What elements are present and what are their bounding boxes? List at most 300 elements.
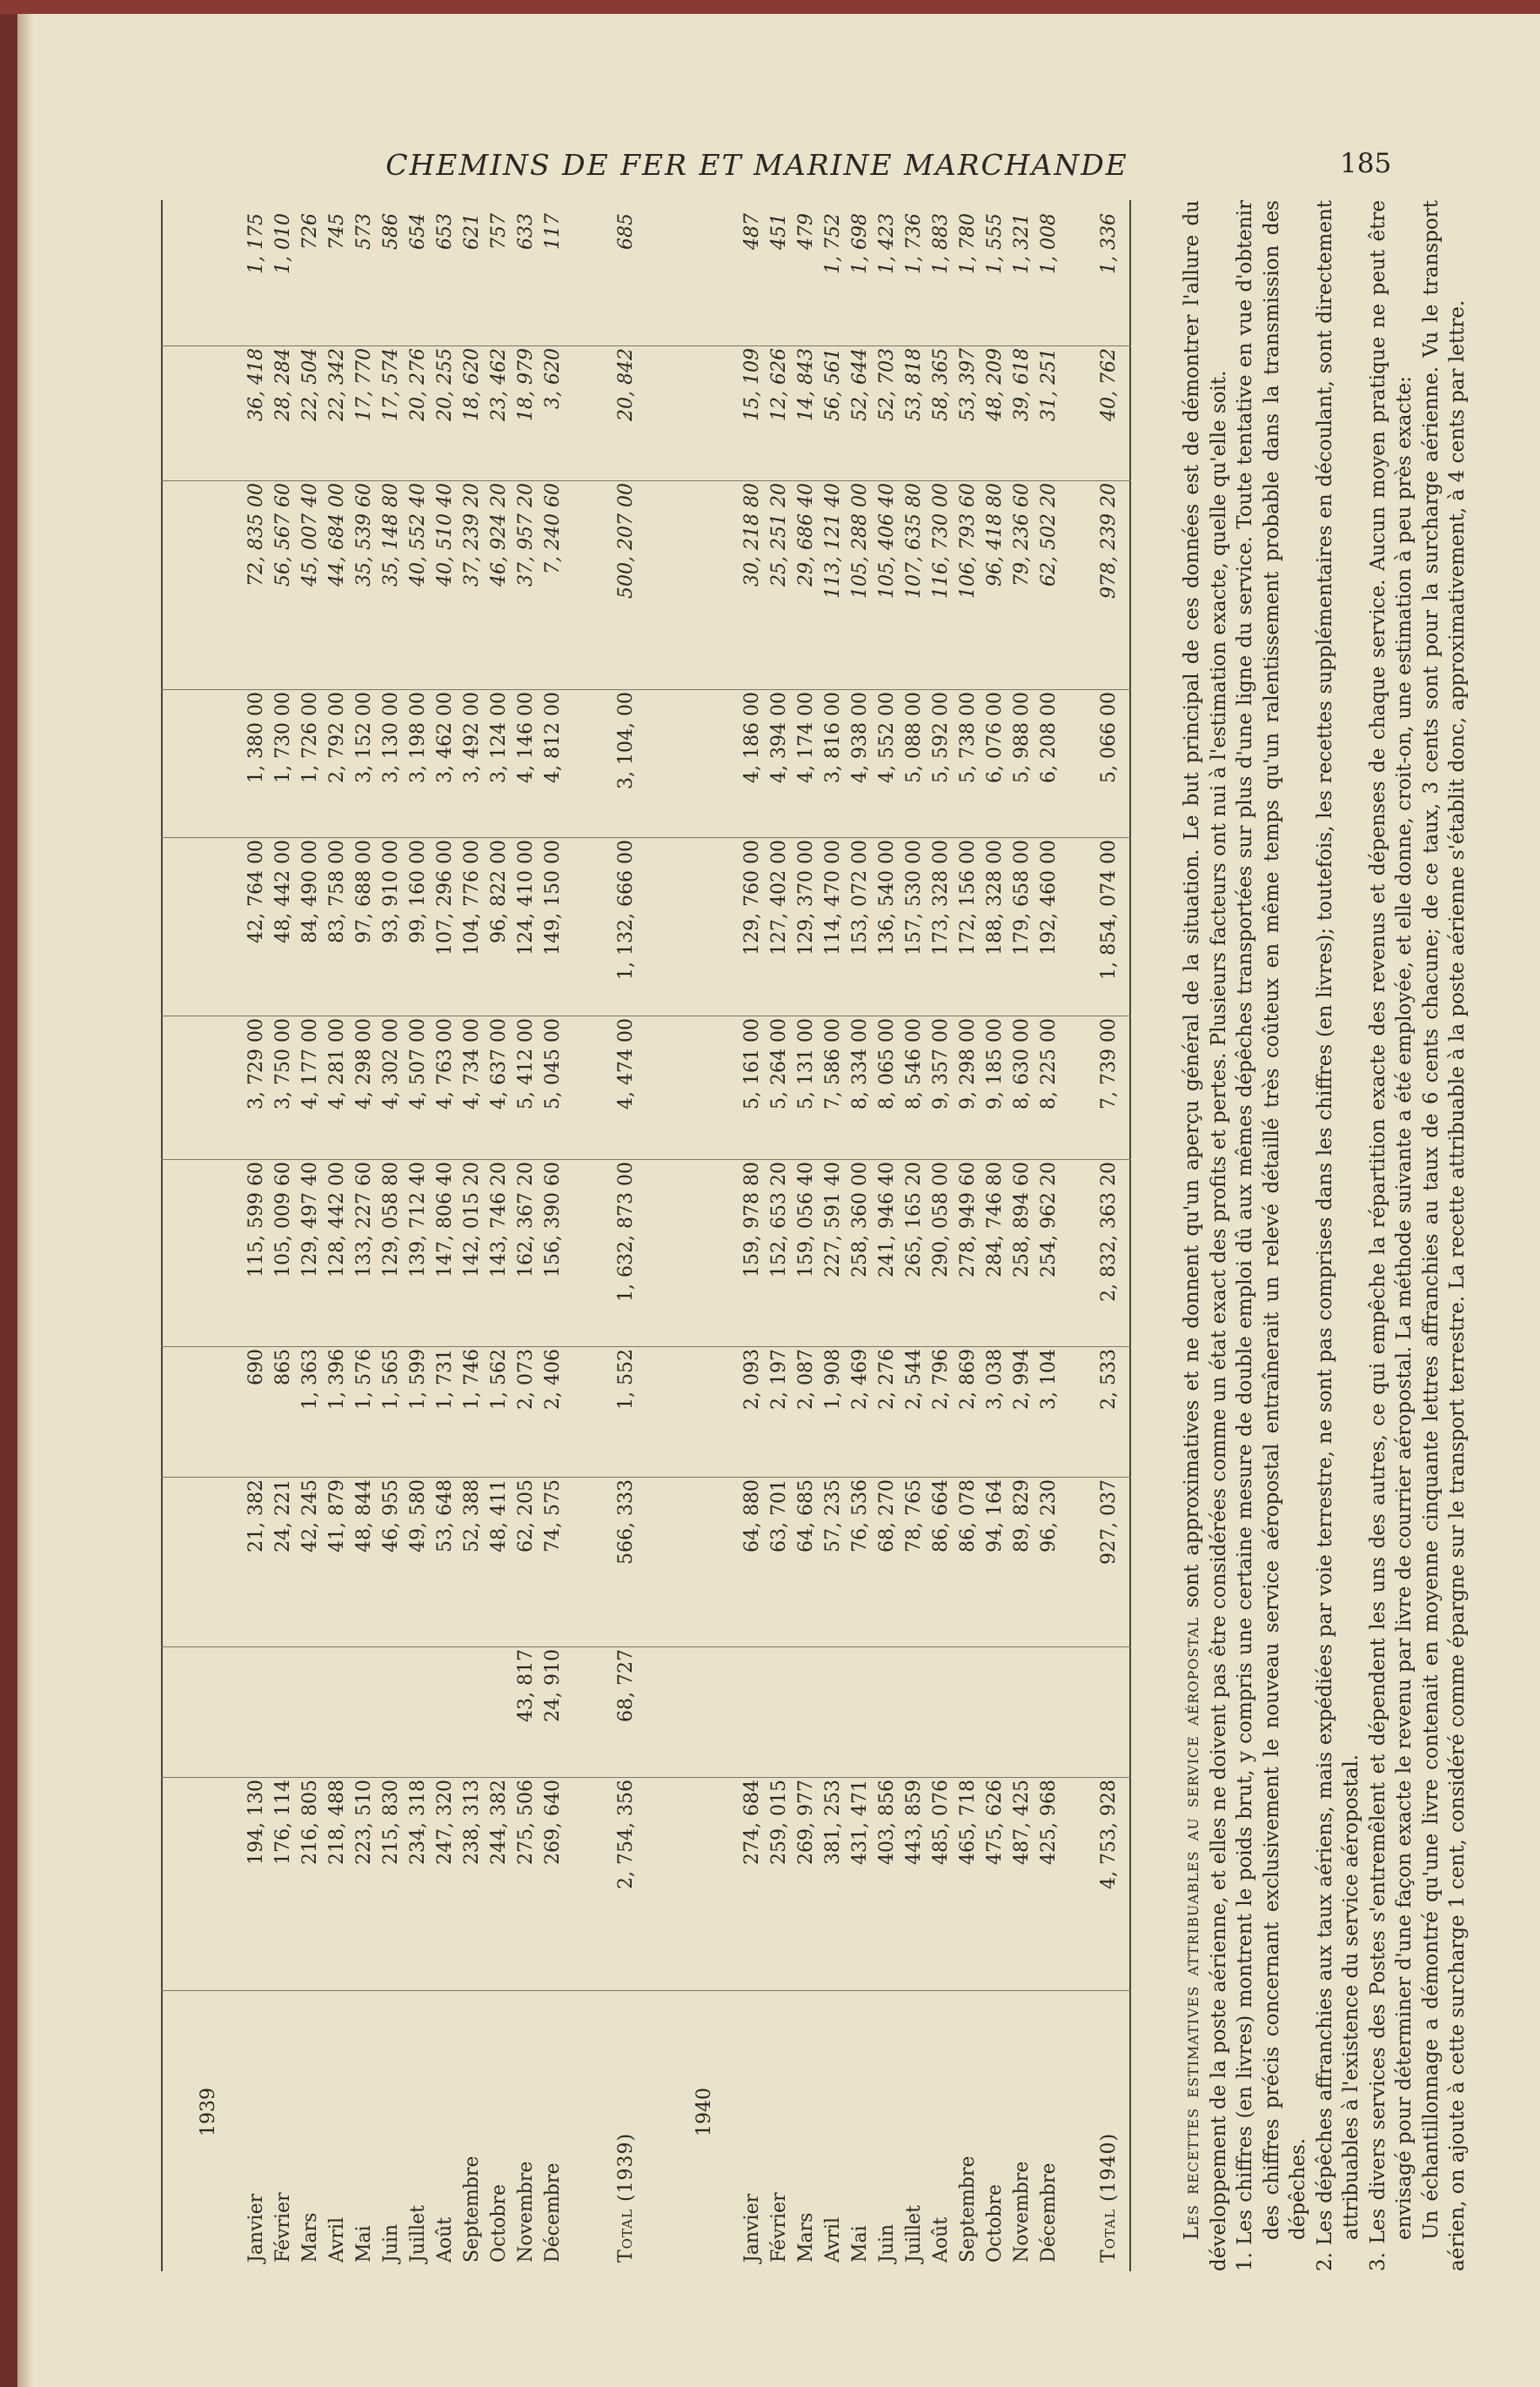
cell-c8: 4, 394 00 (768, 692, 790, 783)
cell-c1: 487, 425 (1011, 1780, 1033, 1865)
running-title: CHEMINS DE FER ET MARINE MARCHANDE (385, 148, 1128, 182)
cell-c1: 425, 968 (1038, 1780, 1060, 1865)
cell-c7: 129, 760 00 (741, 840, 763, 955)
cell-c3: 48, 844 (353, 1479, 375, 1552)
cell-c2 (378, 1649, 405, 1775)
cell-c5: 1, 632, 873 00 (615, 1162, 637, 1302)
table-row (325, 200, 351, 2271)
table-row (378, 200, 405, 2271)
cell-c11: 1, 736 (903, 213, 925, 274)
cell-c11: 1, 780 (957, 213, 979, 274)
cell-c9: 45, 007 40 (299, 483, 321, 587)
table-row (901, 200, 927, 2271)
cell-c4: 2, 093 (741, 1349, 763, 1410)
table-row (767, 200, 793, 2271)
cell-c2 (767, 1649, 793, 1775)
cell-c5: 129, 497 40 (299, 1162, 321, 1277)
cell-c4: 2, 406 (542, 1349, 564, 1410)
cell-c1: 244, 382 (488, 1780, 510, 1865)
cell-c3: 74, 575 (542, 1479, 564, 1552)
cell-c7: 48, 442 00 (272, 840, 294, 943)
cell-c5: 142, 015 20 (461, 1162, 483, 1277)
cell-c3: 86, 664 (930, 1479, 952, 1552)
cell-c8: 3, 198 00 (407, 692, 429, 783)
cell-c3: 53, 648 (434, 1479, 456, 1552)
cell-c6: 4, 637 00 (488, 1018, 510, 1110)
cell-c10: 18, 979 (515, 348, 537, 421)
cell-c4: 1, 576 (353, 1349, 375, 1410)
cell-c5: 152, 653 20 (768, 1162, 790, 1277)
total-row (613, 200, 639, 2271)
cell-c6: 8, 225 00 (1038, 1018, 1060, 1110)
cell-c5: 156, 390 60 (542, 1162, 564, 1277)
cell-c9: 37, 957 20 (515, 483, 537, 587)
cell-c2 (298, 1649, 324, 1775)
cell-c8: 3, 124 00 (488, 692, 510, 783)
cell-c5: 159, 978 80 (741, 1162, 763, 1277)
cell-c10: 58, 365 (930, 348, 952, 421)
cell-c10: 48, 209 (984, 348, 1006, 421)
cell-c3: 52, 388 (461, 1479, 483, 1552)
total-label: Total (1940) (1098, 2132, 1120, 2263)
cell-c4: 2, 869 (957, 1349, 979, 1410)
cell-c3: 566, 333 (615, 1479, 637, 1565)
cell-c6: 4, 474 00 (615, 1018, 637, 1110)
cell-c10: 22, 342 (326, 348, 348, 421)
cell-c5: 254, 962 20 (1038, 1162, 1060, 1277)
year-label: 1939 (198, 2088, 219, 2136)
cell-c7: 188, 328 00 (984, 840, 1006, 955)
cell-c2 (271, 1649, 297, 1775)
note-2: 2. Les dépêches affranchies aux taux aériens, mais expédiées par voie terrestre, ne sont pas comprises dans les chiffres (en livres); toutefois, les recettes supplémentaires en découlant, sont directement attribuables à l'existence du service aéropostal. (1313, 200, 1363, 2271)
cell-c11: 1, 336 (1098, 213, 1120, 274)
cell-c6: 9, 298 00 (957, 1018, 979, 1110)
cell-c6: 9, 185 00 (984, 1018, 1006, 1110)
cell-c6: 5, 045 00 (542, 1018, 564, 1110)
cell-c1: 485, 076 (930, 1780, 952, 1865)
cell-c5: 227, 591 40 (822, 1162, 844, 1277)
cell-c2 (1036, 1649, 1062, 1775)
cell-c2: 68, 727 (615, 1649, 637, 1722)
month-label: Février (272, 2192, 294, 2263)
cell-c8: 3, 152 00 (353, 692, 375, 783)
cell-c9: 25, 251 20 (768, 483, 790, 587)
cell-c5: 278, 949 60 (957, 1162, 979, 1277)
cell-c9: 72, 835 00 (245, 483, 267, 587)
cell-c10: 20, 842 (615, 348, 637, 421)
cell-c7: 1, 854, 074 00 (1098, 840, 1120, 980)
cell-c2 (352, 1649, 378, 1775)
cell-c10: 31, 251 (1038, 348, 1060, 421)
total-row (1096, 200, 1122, 2271)
cell-c6: 5, 131 00 (795, 1018, 817, 1110)
cell-c5: 115, 599 60 (245, 1162, 267, 1277)
final-paragraph: Un échantillonnage a démontré qu'une livre contenait en moyenne cinquante lettres affranchies au taux de 6 cents chacune; de ce taux, 3 cents sont pour la surcharge aérienne. Vu le transport aérien, on ajoute à cette surcharge 1 cent, considéré comme épargne sur le transport terrestre. La recette attribuable à la poste aérienne s'établit donc, approximativement, à 4 cents par lettre. (1419, 200, 1469, 2271)
cell-c9: 79, 236 60 (1011, 483, 1033, 587)
cell-c8: 2, 792 00 (326, 692, 348, 783)
month-label: Mars (299, 2212, 321, 2263)
cell-c10: 53, 818 (903, 348, 925, 421)
cell-c2 (928, 1649, 954, 1775)
cell-c2 (405, 1649, 432, 1775)
cell-c5: 159, 056 40 (795, 1162, 817, 1277)
cell-c10: 22, 504 (299, 348, 321, 421)
table-row (847, 200, 874, 2271)
cell-c11: 117 (542, 213, 564, 250)
cell-c7: 192, 460 00 (1038, 840, 1060, 955)
cell-c11: 1, 010 (272, 213, 294, 274)
cell-c3: 64, 685 (795, 1479, 817, 1552)
cell-c8: 4, 938 00 (849, 692, 871, 783)
cell-c11: 653 (434, 213, 456, 250)
table-row (486, 200, 512, 2271)
cell-c4: 1, 599 (407, 1349, 429, 1410)
cell-c11: 1, 008 (1038, 213, 1060, 274)
cell-c2 (955, 1649, 981, 1775)
cell-c9: 30, 218 80 (741, 483, 763, 587)
month-label: Octobre (488, 2183, 510, 2263)
cell-c11: 451 (768, 213, 790, 250)
month-label: Avril (326, 2216, 348, 2263)
cell-c10: 17, 574 (380, 348, 402, 421)
cell-c5: 143, 746 20 (488, 1162, 510, 1277)
cell-c11: 633 (515, 213, 537, 250)
month-label: Mai (849, 2225, 871, 2263)
cell-c8: 3, 104, 00 (615, 692, 637, 789)
cell-c3: 63, 701 (768, 1479, 790, 1552)
cell-c11: 1, 175 (245, 213, 267, 274)
cell-c1: 465, 718 (957, 1780, 979, 1865)
month-label: Juillet (903, 2205, 925, 2263)
table-rule (1129, 200, 1131, 2271)
binding-edge-left (0, 14, 17, 2387)
cell-c11: 1, 423 (876, 213, 898, 274)
cell-c11: 757 (488, 213, 510, 250)
cell-c5: 258, 894 60 (1011, 1162, 1033, 1277)
statistics-table (161, 200, 1131, 2271)
month-label: Novembre (515, 2161, 537, 2263)
cell-c8: 4, 186 00 (741, 692, 763, 783)
cell-c8: 4, 812 00 (542, 692, 564, 783)
cell-c4: 1, 746 (461, 1349, 483, 1410)
cell-c6: 7, 739 00 (1098, 1018, 1120, 1110)
cell-c3: 89, 829 (1011, 1479, 1033, 1552)
cell-c9: 113, 121 40 (822, 483, 844, 599)
cell-c4: 2, 087 (795, 1349, 817, 1410)
cell-c10: 28, 284 (272, 348, 294, 421)
cell-c2 (1009, 1649, 1035, 1775)
cell-c3: 78, 765 (903, 1479, 925, 1552)
cell-c10: 20, 255 (434, 348, 456, 421)
total-label: Total (1939) (615, 2132, 637, 2263)
intro-smallcaps: Les recettes estimatives attribuables au service aéropostal (1181, 1616, 1203, 2240)
cell-c3: 94, 164 (984, 1479, 1006, 1552)
month-label: Janvier (245, 2193, 267, 2263)
cell-c9: 35, 148 80 (380, 483, 402, 587)
cell-c4: 1, 565 (380, 1349, 402, 1410)
cell-c4: 1, 552 (615, 1349, 637, 1410)
cell-c1: 431, 471 (849, 1780, 871, 1865)
cell-c1: 381, 253 (822, 1780, 844, 1865)
table-row (1009, 200, 1035, 2271)
cell-c3: 76, 536 (849, 1479, 871, 1552)
table-row (793, 200, 820, 2271)
cell-c1: 4, 753, 928 (1098, 1780, 1120, 1889)
cell-c7: 136, 540 00 (876, 840, 898, 955)
cell-c7: 93, 910 00 (380, 840, 402, 943)
cell-c7: 173, 328 00 (930, 840, 952, 955)
cell-c11: 487 (741, 213, 763, 250)
cell-c4: 2, 276 (876, 1349, 898, 1410)
cell-c9: 116, 730 00 (930, 483, 952, 599)
table-row (1036, 200, 1062, 2271)
cell-c8: 1, 380 00 (245, 692, 267, 783)
intro-paragraph (1179, 200, 1232, 2271)
cell-c5: 284, 746 80 (984, 1162, 1006, 1277)
cell-c7: 1, 132, 666 00 (615, 840, 637, 980)
note-3: 3. Les divers services des Postes s'entremêlent et dépendent les uns des autres, ce qui empêche la répartition exacte des revenus et dépenses de chaque service. Aucun moyen pratique ne peut être envisagé pour déterminer d'une façon exacte le revenu par livre de courrier aéropostal. La méthode suivante a été employée, et elle donne, croit-on, une estimation à peu près exacte: (1366, 200, 1416, 2271)
month-label: Juin (380, 2223, 402, 2263)
cell-c5: 147, 806 40 (434, 1162, 456, 1277)
cell-c5: 162, 367 20 (515, 1162, 537, 1277)
footnotes (1179, 200, 1471, 2271)
cell-c1: 275, 506 (515, 1780, 537, 1865)
cell-c4: 2, 533 (1098, 1349, 1120, 1410)
table-row (928, 200, 954, 2271)
table-row (271, 200, 297, 2271)
cell-c3: 21, 382 (245, 1479, 267, 1552)
cell-c8: 6, 208 00 (1038, 692, 1060, 783)
cell-c2 (459, 1649, 485, 1775)
table-rule (161, 200, 163, 2271)
binding-edge-top (0, 0, 1540, 14)
cell-c5: 128, 442 00 (326, 1162, 348, 1277)
cell-c11: 1, 883 (930, 213, 952, 274)
table-row (244, 200, 270, 2271)
cell-c6: 8, 630 00 (1011, 1018, 1033, 1110)
cell-c7: 99, 160 00 (407, 840, 429, 943)
cell-c8: 6, 076 00 (984, 692, 1006, 783)
cell-c6: 8, 065 00 (876, 1018, 898, 1110)
cell-c7: 107, 296 00 (434, 840, 456, 955)
cell-c6: 4, 302 00 (380, 1018, 402, 1110)
page-number: 185 (1340, 148, 1392, 179)
cell-c9: 978, 239 20 (1098, 483, 1120, 599)
cell-c7: 153, 072 00 (849, 840, 871, 955)
cell-c2 (793, 1649, 820, 1775)
cell-c8: 5, 738 00 (957, 692, 979, 783)
year-label: 1940 (693, 2088, 715, 2136)
cell-c10: 39, 618 (1011, 348, 1033, 421)
cell-c1: 234, 318 (407, 1780, 429, 1865)
cell-c1: 194, 130 (245, 1780, 267, 1865)
table-row (459, 200, 485, 2271)
cell-c7: 172, 156 00 (957, 840, 979, 955)
cell-c1: 274, 684 (741, 1780, 763, 1865)
cell-c5: 241, 946 40 (876, 1162, 898, 1277)
cell-c9: 62, 502 20 (1038, 483, 1060, 587)
cell-c1: 176, 114 (272, 1780, 294, 1865)
cell-c4: 1, 363 (299, 1349, 321, 1410)
cell-c11: 654 (407, 213, 429, 250)
table-row (540, 200, 566, 2271)
cell-c3: 46, 955 (380, 1479, 402, 1552)
month-label: Mars (795, 2212, 817, 2263)
cell-c9: 44, 684 00 (326, 483, 348, 587)
cell-c3: 62, 205 (515, 1479, 537, 1552)
cell-c10: 53, 397 (957, 348, 979, 421)
cell-c3: 64, 880 (741, 1479, 763, 1552)
cell-c8: 5, 592 00 (930, 692, 952, 783)
cell-c7: 42, 764 00 (245, 840, 267, 943)
cell-c11: 685 (615, 213, 637, 250)
cell-c6: 3, 729 00 (245, 1018, 267, 1110)
cell-c1: 223, 510 (353, 1780, 375, 1865)
cell-c10: 36, 418 (245, 348, 267, 421)
cell-c6: 8, 334 00 (849, 1018, 871, 1110)
cell-c5: 265, 165 20 (903, 1162, 925, 1277)
cell-c5: 133, 227 60 (353, 1162, 375, 1277)
cell-c11: 1, 698 (849, 213, 871, 274)
cell-c7: 96, 822 00 (488, 840, 510, 943)
cell-c4: 2, 796 (930, 1349, 952, 1410)
cell-c10: 40, 762 (1098, 348, 1120, 421)
cell-c7: 83, 758 00 (326, 840, 348, 943)
cell-c6: 4, 763 00 (434, 1018, 456, 1110)
cell-c6: 4, 281 00 (326, 1018, 348, 1110)
cell-c11: 479 (795, 213, 817, 250)
table-row (432, 200, 459, 2271)
cell-c5: 139, 712 40 (407, 1162, 429, 1277)
cell-c11: 726 (299, 213, 321, 250)
cell-c11: 745 (326, 213, 348, 250)
cell-c4: 3, 104 (1038, 1349, 1060, 1410)
cell-c10: 12, 626 (768, 348, 790, 421)
cell-c8: 3, 462 00 (434, 692, 456, 783)
cell-c4: 2, 073 (515, 1349, 537, 1410)
cell-c10: 52, 703 (876, 348, 898, 421)
cell-c7: 124, 410 00 (515, 840, 537, 955)
cell-c2 (1096, 1649, 1122, 1775)
cell-c7: 84, 490 00 (299, 840, 321, 943)
cell-c1: 403, 856 (876, 1780, 898, 1865)
cell-c9: 7, 240 60 (542, 483, 564, 574)
cell-c1: 216, 805 (299, 1780, 321, 1865)
cell-c2: 24, 910 (542, 1649, 564, 1722)
cell-c4: 2, 197 (768, 1349, 790, 1410)
cell-c7: 127, 402 00 (768, 840, 790, 955)
cell-c10: 15, 109 (741, 348, 763, 421)
cell-c7: 97, 688 00 (353, 840, 375, 943)
cell-c10: 17, 770 (353, 348, 375, 421)
cell-c7: 179, 658 00 (1011, 840, 1033, 955)
cell-c8: 5, 066 00 (1098, 692, 1120, 783)
cell-c10: 56, 561 (822, 348, 844, 421)
cell-c8: 4, 552 00 (876, 692, 898, 783)
cell-c2 (820, 1649, 847, 1775)
cell-c4: 1, 908 (822, 1349, 844, 1410)
month-label: Août (930, 2216, 952, 2263)
cell-c9: 96, 418 80 (984, 483, 1006, 587)
cell-c2 (901, 1649, 927, 1775)
cell-c6: 4, 298 00 (353, 1018, 375, 1110)
cell-c8: 1, 730 00 (272, 692, 294, 783)
cell-c11: 1, 321 (1011, 213, 1033, 274)
cell-c2 (432, 1649, 459, 1775)
cell-c2 (325, 1649, 351, 1775)
cell-c6: 8, 546 00 (903, 1018, 925, 1110)
month-label: Janvier (741, 2193, 763, 2263)
rotated-content (161, 200, 1518, 2271)
cell-c9: 40, 552 40 (407, 483, 429, 587)
cell-c2 (740, 1649, 766, 1775)
cell-c2 (486, 1649, 512, 1775)
cell-c3: 49, 580 (407, 1479, 429, 1552)
month-label: Septembre (957, 2156, 979, 2263)
cell-c4: 1, 396 (326, 1349, 348, 1410)
cell-c11: 573 (353, 213, 375, 250)
month-label: Juillet (407, 2205, 429, 2263)
cell-c7: 104, 776 00 (461, 840, 483, 955)
cell-c6: 7, 586 00 (822, 1018, 844, 1110)
table-row (405, 200, 432, 2271)
cell-c2 (874, 1649, 901, 1775)
cell-c3: 96, 230 (1038, 1479, 1060, 1552)
cell-c10: 3, 620 (542, 348, 564, 409)
month-label: Décembre (1038, 2162, 1060, 2263)
table-row (298, 200, 324, 2271)
cell-c10: 14, 843 (795, 348, 817, 421)
table-row (955, 200, 981, 2271)
cell-c1: 238, 313 (461, 1780, 483, 1865)
month-label: Décembre (542, 2162, 564, 2263)
table-row (740, 200, 766, 2271)
cell-c7: 157, 530 00 (903, 840, 925, 955)
cell-c8: 3, 492 00 (461, 692, 483, 783)
cell-c9: 106, 793 60 (957, 483, 979, 599)
cell-c3: 42, 245 (299, 1479, 321, 1552)
table-row (820, 200, 847, 2271)
cell-c5: 2, 832, 363 20 (1098, 1162, 1120, 1302)
cell-c9: 105, 406 40 (876, 483, 898, 599)
cell-c9: 500, 207 00 (615, 483, 637, 599)
cell-c4: 1, 731 (434, 1349, 456, 1410)
cell-c5: 129, 058 80 (380, 1162, 402, 1277)
cell-c1: 2, 754, 356 (615, 1780, 637, 1889)
cell-c8: 4, 174 00 (795, 692, 817, 783)
cell-c5: 258, 360 00 (849, 1162, 871, 1277)
cell-c4: 690 (245, 1349, 267, 1385)
cell-c1: 475, 626 (984, 1780, 1006, 1865)
cell-c11: 1, 752 (822, 213, 844, 274)
cell-c10: 52, 644 (849, 348, 871, 421)
cell-c2 (847, 1649, 874, 1775)
month-label: Juin (876, 2223, 898, 2263)
cell-c4: 2, 469 (849, 1349, 871, 1410)
cell-c9: 35, 539 60 (353, 483, 375, 587)
table-row (982, 200, 1008, 2271)
cell-c11: 621 (461, 213, 483, 250)
cell-c3: 57, 235 (822, 1479, 844, 1552)
cell-c2 (244, 1649, 270, 1775)
cell-c10: 20, 276 (407, 348, 429, 421)
month-label: Février (768, 2192, 790, 2263)
cell-c6: 5, 264 00 (768, 1018, 790, 1110)
table-row (874, 200, 901, 2271)
cell-c9: 107, 635 80 (903, 483, 925, 599)
cell-c2: 43, 817 (515, 1649, 537, 1722)
cell-c3: 24, 221 (272, 1479, 294, 1552)
